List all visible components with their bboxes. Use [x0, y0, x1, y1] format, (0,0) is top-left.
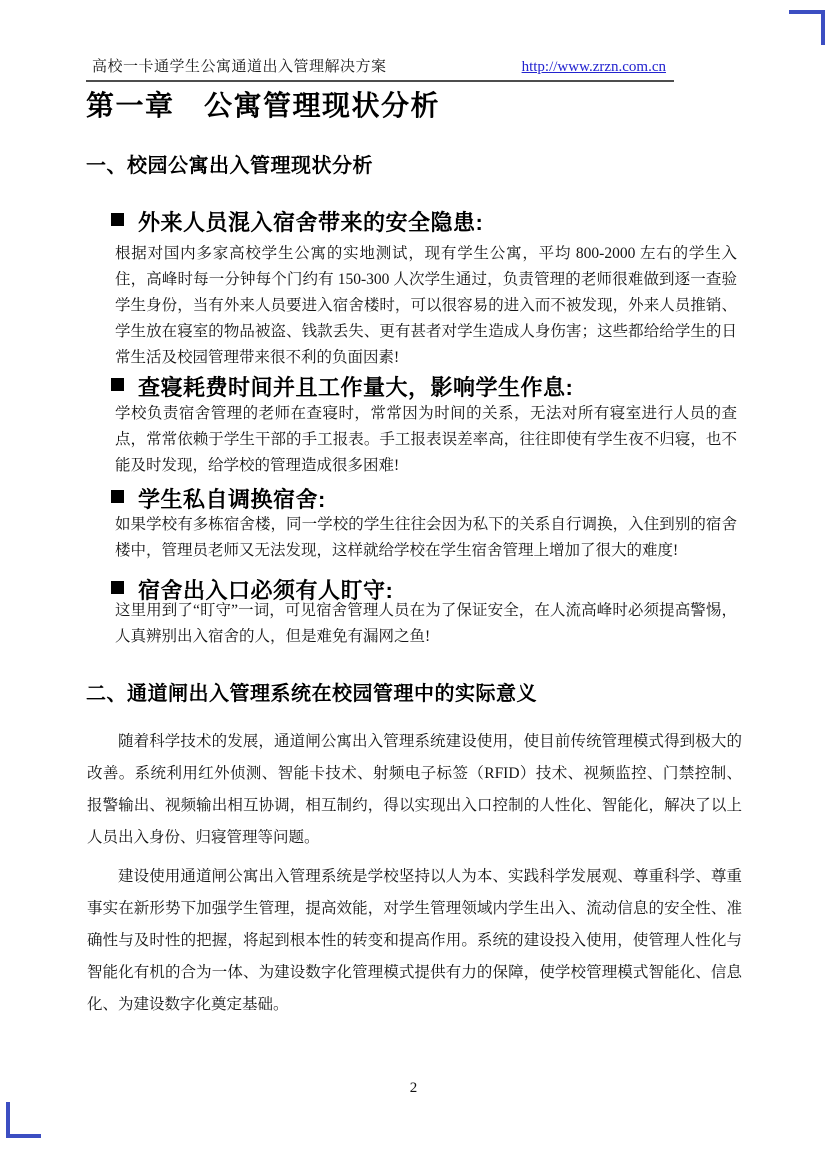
bullet-item-body: 这里用到了“盯守”一词，可见宿舍管理人员在为了保证安全，在人流高峰时必须提高警惕，人真辨别出入宿舍的人，但是难免有漏网之鱼! [115, 602, 737, 645]
bullet-heading-text: 学生私自调换宿舍: [138, 487, 326, 512]
bullet-heading-text: 查寝耗费时间并且工作量大，影响学生作息: [138, 375, 574, 400]
section2-paragraph: 随着科学技术的发展，通道闸公寓出入管理系统建设使用，使目前传统管理模式得到极大的改善。系统利用红外侦测、智能卡技术、射频电子标签（RFID）技术、视频监控、门禁控制、报警输出、视频输出相互协调，相互制约，得以实现出入口控制的人性化、智能化，解决了以上人员出入身份、归寝管理等问题。 [87, 733, 742, 846]
section1-heading: 一、校园公寓出入管理现状分析 [86, 155, 373, 177]
bullet-heading-text: 宿舍出入口必须有人盯守: [138, 578, 394, 603]
bullet-square-icon [111, 490, 124, 503]
bullet-item-heading [111, 483, 326, 514]
section2-paragraph: 建设使用通道闸公寓出入管理系统是学校坚持以人为本、实践科学发展观、尊重科学、尊重事实在新形势下加强学生管理，提高效能，对学生管理领域内学生出入、流动信息的安全性、准确性与及时性的把握，将起到根本性的转变和提高作用。系统的建设投入使用，使管理人性化与智能化有机的合为一体、为建设数字化管理模式提供有力的保障，使学校管理模式智能化、信息化、为建设数字化奠定基础。 [87, 868, 742, 1013]
page-number: 2 [409, 1080, 418, 1096]
header-divider [86, 80, 674, 82]
page-corner-mark-bottom-left [6, 1102, 41, 1138]
bullet-square-icon [111, 378, 124, 391]
bullet-square-icon [111, 213, 124, 226]
header-website-link[interactable]: http://www.zrzn.com.cn [521, 59, 666, 75]
bullet-heading-text: 外来人员混入宿舍带来的安全隐患: [138, 210, 484, 235]
bullet-item-heading [111, 371, 573, 402]
bullet-item-heading [111, 206, 483, 237]
page-corner-mark-top-right [789, 10, 825, 45]
bullet-square-icon [111, 581, 124, 594]
bullet-item-body: 如果学校有多栋宿舍楼，同一学校的学生往往会因为私下的关系自行调换，入住到别的宿舍楼中，管理员老师又无法发现，这样就给学校在学生宿舍管理上增加了很大的难度! [115, 516, 737, 559]
chapter-title: 第一章 公寓管理现状分析 [86, 90, 441, 121]
bullet-item-body: 学校负责宿舍管理的老师在查寝时，常常因为时间的关系，无法对所有寝室进行人员的查点，常常依赖于学生干部的手工报表。手工报表误差率高，往往即使有学生夜不归寝，也不能及时发现，给学校的管理造成很多困难! [115, 405, 737, 474]
page-header [92, 55, 666, 76]
bullet-item-body: 根据对国内多家高校学生公寓的实地测试，现有学生公寓，平均 800-2000 左右的学生入住，高峰时每一分钟每个门约有 150-300 人次学生通过，负责管理的老师很难做到逐一查验学生身份，当有外来人员要进入宿舍楼时，可以很容易的进入而不被发现，外来人员推销、学生放在寝室的物品被盗、钱款丢失、更有甚者对学生造成人身伤害；这些都给给学生的日常生活及校园管理带来很不利的负面因素! [115, 245, 737, 366]
header-doc-title: 高校一卡通学生公寓通道出入管理解决方案 [92, 59, 387, 75]
section2-heading: 二、通道闸出入管理系统在校园管理中的实际意义 [86, 683, 537, 705]
